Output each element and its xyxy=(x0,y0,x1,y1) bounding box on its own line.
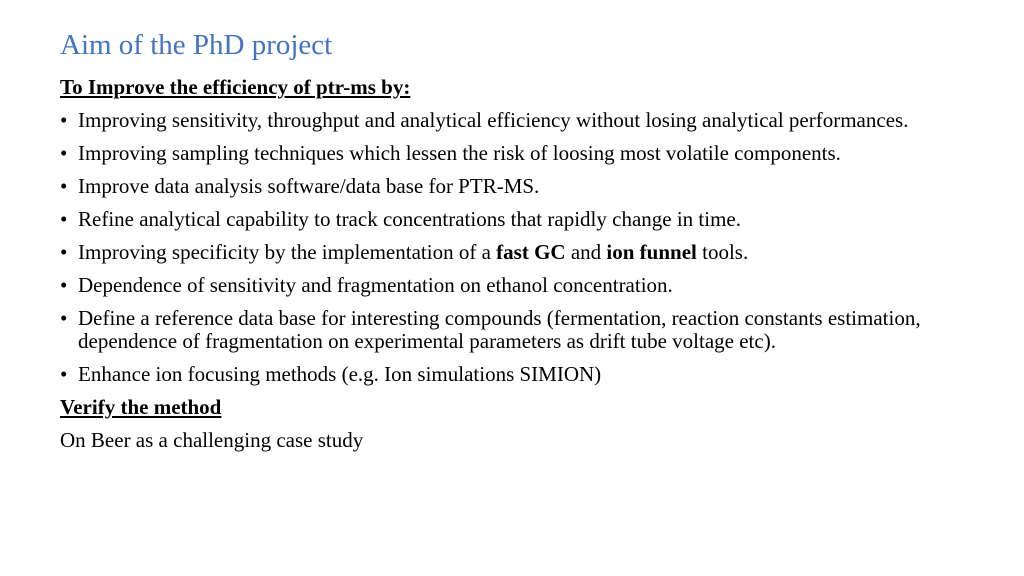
bullet-text: Dependence of sensitivity and fragmentation on ethanol concentration. xyxy=(78,273,673,297)
bullet-glyph: • xyxy=(60,141,68,165)
bold-fast-gc: fast GC xyxy=(496,240,566,264)
bullet-text-mid: and xyxy=(565,240,607,264)
bullet-text: Improving sensitivity, throughput and analytical efficiency without losing analytical performances. xyxy=(78,108,909,132)
bullet-glyph: • xyxy=(60,207,68,231)
list-item xyxy=(60,307,940,353)
list-item xyxy=(60,241,940,264)
list-item xyxy=(60,175,940,198)
bullet-glyph: • xyxy=(60,174,68,198)
bullet-glyph: • xyxy=(60,362,68,386)
list-item xyxy=(60,142,940,165)
closing-text: On Beer as a challenging case study xyxy=(60,428,364,452)
heading-improve-efficiency: To Improve the efficiency of ptr-ms by: xyxy=(60,75,411,99)
bold-ion-funnel: ion funnel xyxy=(606,240,697,264)
list-item xyxy=(60,274,940,297)
bullet-text xyxy=(78,240,748,264)
bullet-glyph: • xyxy=(60,108,68,132)
bullet-glyph: • xyxy=(60,240,68,264)
bullet-text: Improving sampling techniques which lessen the risk of loosing most volatile components. xyxy=(78,141,841,165)
slide-title: Aim of the PhD project xyxy=(60,29,333,61)
bullet-glyph: • xyxy=(60,306,68,330)
list-item xyxy=(60,109,940,132)
list-item xyxy=(60,208,940,231)
bullet-text-pre: Improving specificity by the implementation of a xyxy=(78,240,497,264)
bullet-glyph: • xyxy=(60,273,68,297)
list-item xyxy=(60,363,940,386)
bullet-list xyxy=(60,109,940,386)
heading-verify-method: Verify the method xyxy=(60,395,222,419)
bullet-text: Improve data analysis software/data base for PTR-MS. xyxy=(78,174,540,198)
bullet-text: Enhance ion focusing methods (e.g. Ion simulations SIMION) xyxy=(78,362,602,386)
bullet-text-post: tools. xyxy=(696,240,749,264)
slide-content xyxy=(60,76,940,452)
bullet-text: Define a reference data base for interesting compounds (fermentation, reaction constants estimation, dependence of fragmentation on experimental parameters as drift tube voltage etc). xyxy=(78,306,921,353)
bullet-text: Refine analytical capability to track concentrations that rapidly change in time. xyxy=(78,207,741,231)
